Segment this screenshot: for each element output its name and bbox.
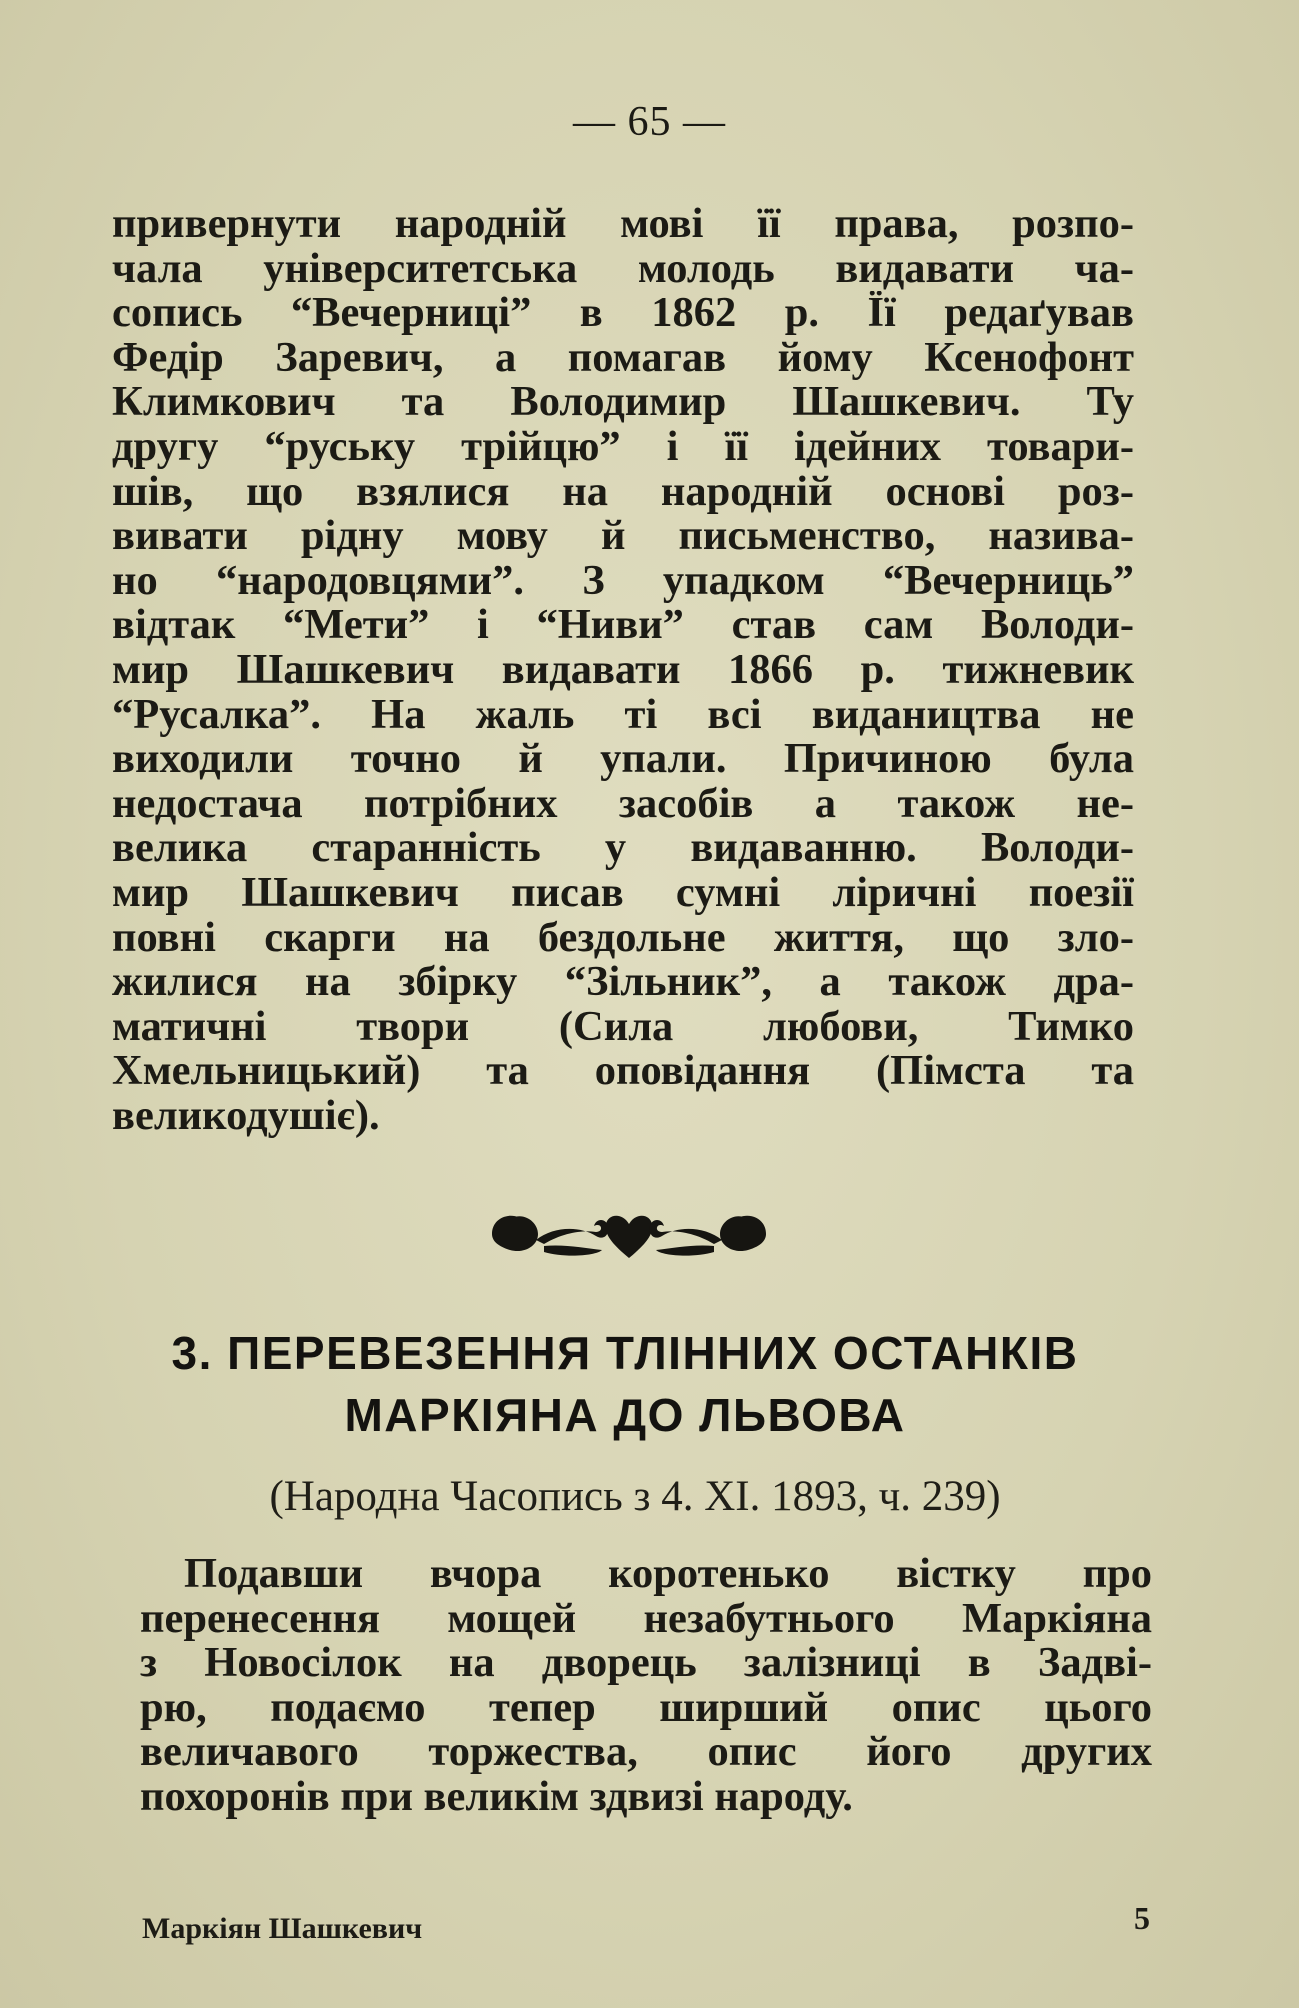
section-title: [120, 1322, 1130, 1446]
source-citation: (Народна Часопись з 4. XI. 1893, ч. 239): [269, 1473, 1001, 1520]
text-line: шів, що взялися на народній основі роз-: [112, 469, 1134, 515]
text-line: привернути народній мові її права, розпо-: [112, 202, 1134, 247]
text-line: рю, подаємо тепер ширший опис цього: [140, 1685, 1152, 1731]
text-line: мир Шашкевич писав сумні ліричні поезії: [112, 870, 1134, 916]
text-line: відтак “Мети” і “Ниви” став сам Володи-: [112, 603, 1134, 648]
text-line: другу “руську трійцю” і її ідейних товари-: [112, 424, 1134, 470]
page-number-top: — 65 —: [573, 99, 726, 145]
text-line: величавого торжества, опис його других: [140, 1730, 1152, 1775]
section-title-line: 3. ПЕРЕВЕЗЕННЯ ТЛІННИХ ОСТАНКІВ: [171, 1327, 1079, 1379]
text-line: жилися на збірку “Зільник”, а також дра-: [112, 960, 1134, 1005]
text-line: чала університетська молодь видавати ча-: [112, 246, 1134, 292]
text-line: мир Шашкевич видавати 1866 р. тижневик: [112, 647, 1134, 693]
text-line: Подавши вчора коротенько вістку про: [184, 1552, 1152, 1597]
text-line: но “народовцями”. З упадком “Вечерниць”: [112, 558, 1134, 604]
text-line: Федір Заревич, а помагав йому Ксенофонт: [112, 335, 1134, 381]
section-title-line: МАРКІЯНА ДО ЛЬВОВА: [344, 1389, 906, 1441]
text-line: вивати рідну мову й письменство, назива-: [112, 514, 1134, 559]
text-line: недостача потрібних засобів а також не-: [112, 781, 1134, 827]
text-line: повні скарги на бездольне життя, що зло-: [112, 915, 1134, 961]
text-line: похоронів при великім здвизі народу.: [140, 1774, 853, 1820]
paragraph-1: [112, 202, 1134, 1138]
text-line: виходили точно й упали. Причиною була: [112, 737, 1134, 782]
text-line: велика старанність у видаванню. Володи-: [112, 826, 1134, 871]
text-line: “Русалка”. На жаль ті всі видаництва не: [112, 692, 1134, 738]
paragraph-2: [140, 1552, 1152, 1820]
text-line: з Новосілок на дворець залізниці в Задві-: [140, 1641, 1152, 1686]
text-line: Хмельницький) та оповідання (Пімста та: [112, 1049, 1134, 1094]
footer-signature: Маркіян Шашкевич: [142, 1912, 423, 1945]
text-line: матичні твори (Сила любови, Тимко: [112, 1004, 1134, 1050]
footer-sheet-number: 5: [1134, 1900, 1150, 1936]
text-line: великодушіє).: [112, 1093, 380, 1139]
text-line: Климкович та Володимир Шашкевич. Ту: [112, 380, 1134, 425]
text-line: перенесення мощей незабутнього Маркіяна: [140, 1596, 1152, 1642]
floral-ornament-icon: [484, 1196, 774, 1266]
text-line: сопись “Вечерниці” в 1862 р. Її редаґував: [112, 291, 1134, 336]
